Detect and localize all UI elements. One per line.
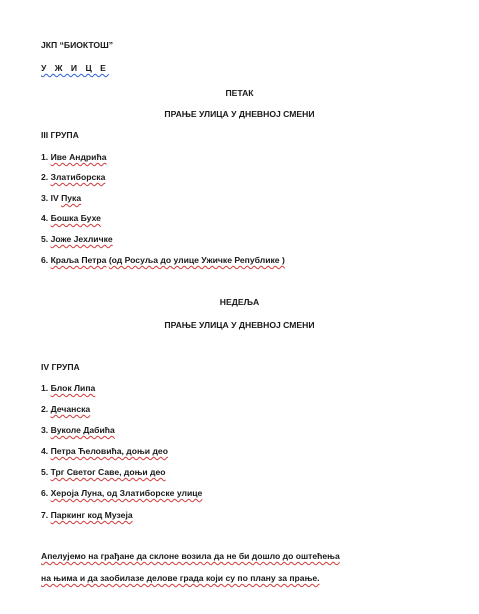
list-item: 2. Дечанска xyxy=(41,404,91,414)
list-item: 1. Блок Липа xyxy=(41,383,96,393)
footer-appeal-line-2: на њима и да заобилазе делове града који су по плану за прање. xyxy=(41,573,320,583)
day-heading-sunday: НЕДЕЉА xyxy=(219,297,260,307)
section-subtitle-sunday: ПРАЊЕ УЛИЦА У ДНЕВНОЈ СМЕНИ xyxy=(164,320,315,330)
list-item: 6. Краља Петра (од Росуља до улице Ужичке Републике ) xyxy=(41,255,285,265)
list-item: 4. Петра Ћеловића, доњи део xyxy=(41,446,168,456)
list-item: 5. Јоже Јехличке xyxy=(41,234,113,244)
city-name: У Ж И Ц Е xyxy=(41,63,109,73)
list-item: 1. Иве Андрића xyxy=(41,152,107,162)
footer-appeal-line-1: Апелујемо на грађане да склоне возила да не би дошло до оштећења xyxy=(41,551,340,561)
list-item: 7. Паркинг код Музеја xyxy=(41,510,133,520)
day-heading-friday: ПЕТАК xyxy=(225,88,254,98)
list-item: 6. Хероја Луна, од Златиборске улице xyxy=(41,488,203,498)
group-label-3: III ГРУПА xyxy=(41,130,79,140)
list-item: 2. Златиборска xyxy=(41,172,106,182)
company-name: ЈКП “БИОКТОШ” xyxy=(41,40,114,50)
list-item: 5. Трг Светог Саве, доњи део xyxy=(41,467,166,477)
list-item: 4. Бошка Бухе xyxy=(41,213,101,223)
list-item: 3. Вуколе Дабића xyxy=(41,425,115,435)
section-subtitle-friday: ПРАЊЕ УЛИЦА У ДНЕВНОЈ СМЕНИ xyxy=(164,109,315,119)
group-label-4: IV ГРУПА xyxy=(41,362,80,372)
list-item: 3. IV Пука xyxy=(41,193,82,203)
